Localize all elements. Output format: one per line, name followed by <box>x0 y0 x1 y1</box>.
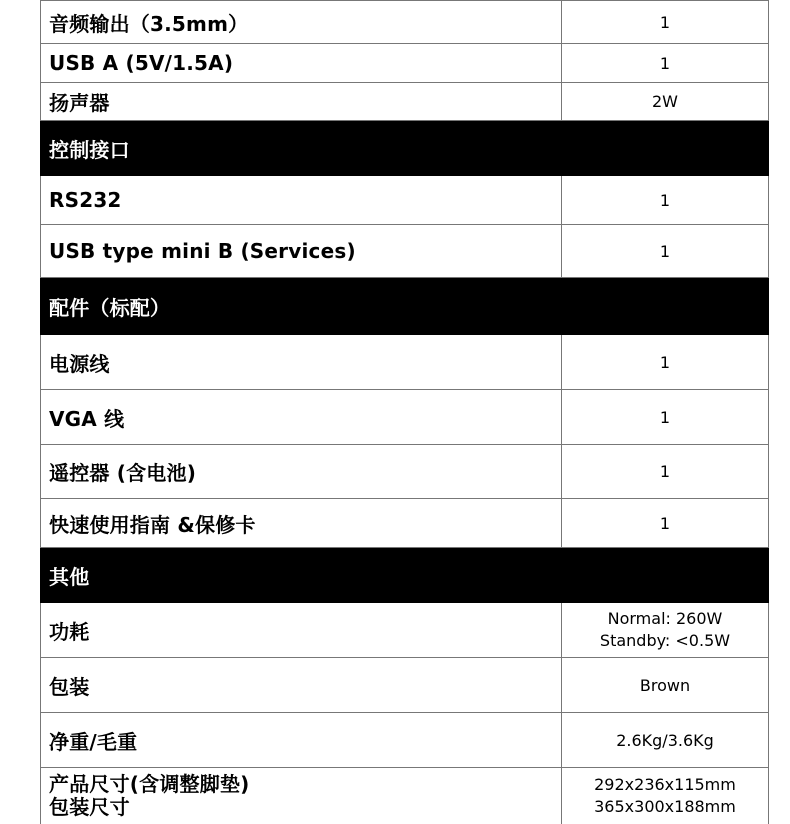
section-title: 其他 <box>41 548 562 603</box>
spec-table <box>40 0 769 824</box>
row-label: 包装 <box>41 658 562 713</box>
row-label: 快速使用指南 &保修卡 <box>41 499 562 548</box>
table-row <box>41 1 769 44</box>
table-row <box>41 225 769 278</box>
row-value: 1 <box>562 390 769 445</box>
table-row <box>41 44 769 83</box>
label-line: 包装尺寸 <box>49 794 130 819</box>
section-title: 配件（标配） <box>41 278 562 335</box>
value-line: Normal: 260W <box>607 609 723 628</box>
value-line: 365x300x188mm <box>594 796 736 816</box>
table-row <box>41 335 769 390</box>
row-value <box>562 603 769 658</box>
row-label: 功耗 <box>41 603 562 658</box>
row-value <box>562 768 769 824</box>
row-label <box>41 768 562 824</box>
table-row <box>41 658 769 713</box>
row-value: 1 <box>562 225 769 278</box>
section-header <box>41 121 769 176</box>
row-value: 1 <box>562 176 769 225</box>
row-value: 1 <box>562 44 769 83</box>
table-row <box>41 390 769 445</box>
row-label: USB type mini B (Services) <box>41 225 562 278</box>
table-row <box>41 83 769 121</box>
value-line: 292x236x115mm <box>594 774 736 794</box>
row-label: 电源线 <box>41 335 562 390</box>
row-value: 1 <box>562 1 769 44</box>
row-value: 1 <box>562 445 769 499</box>
table-row <box>41 603 769 658</box>
row-value: 2W <box>562 83 769 121</box>
section-header <box>41 548 769 603</box>
row-label: 扬声器 <box>41 83 562 121</box>
section-filler <box>562 548 769 603</box>
table-row <box>41 499 769 548</box>
table-row <box>41 713 769 768</box>
row-value: 1 <box>562 335 769 390</box>
table-row <box>41 768 769 824</box>
row-label: 净重/毛重 <box>41 713 562 768</box>
row-value: 2.6Kg/3.6Kg <box>562 713 769 768</box>
row-label: USB A (5V/1.5A) <box>41 44 562 83</box>
section-filler <box>562 121 769 176</box>
row-label: 音频输出（3.5mm） <box>41 1 562 44</box>
label-line: 产品尺寸(含调整脚垫) <box>49 771 250 796</box>
table-row <box>41 176 769 225</box>
row-value: Brown <box>562 658 769 713</box>
section-header <box>41 278 769 335</box>
row-label: RS232 <box>41 176 562 225</box>
value-line: Standby: <0.5W <box>599 631 731 650</box>
row-value: 1 <box>562 499 769 548</box>
row-label: VGA 线 <box>41 390 562 445</box>
section-title: 控制接口 <box>41 121 562 176</box>
table-row <box>41 445 769 499</box>
row-label: 遥控器 (含电池) <box>41 445 562 499</box>
section-filler <box>562 278 769 335</box>
